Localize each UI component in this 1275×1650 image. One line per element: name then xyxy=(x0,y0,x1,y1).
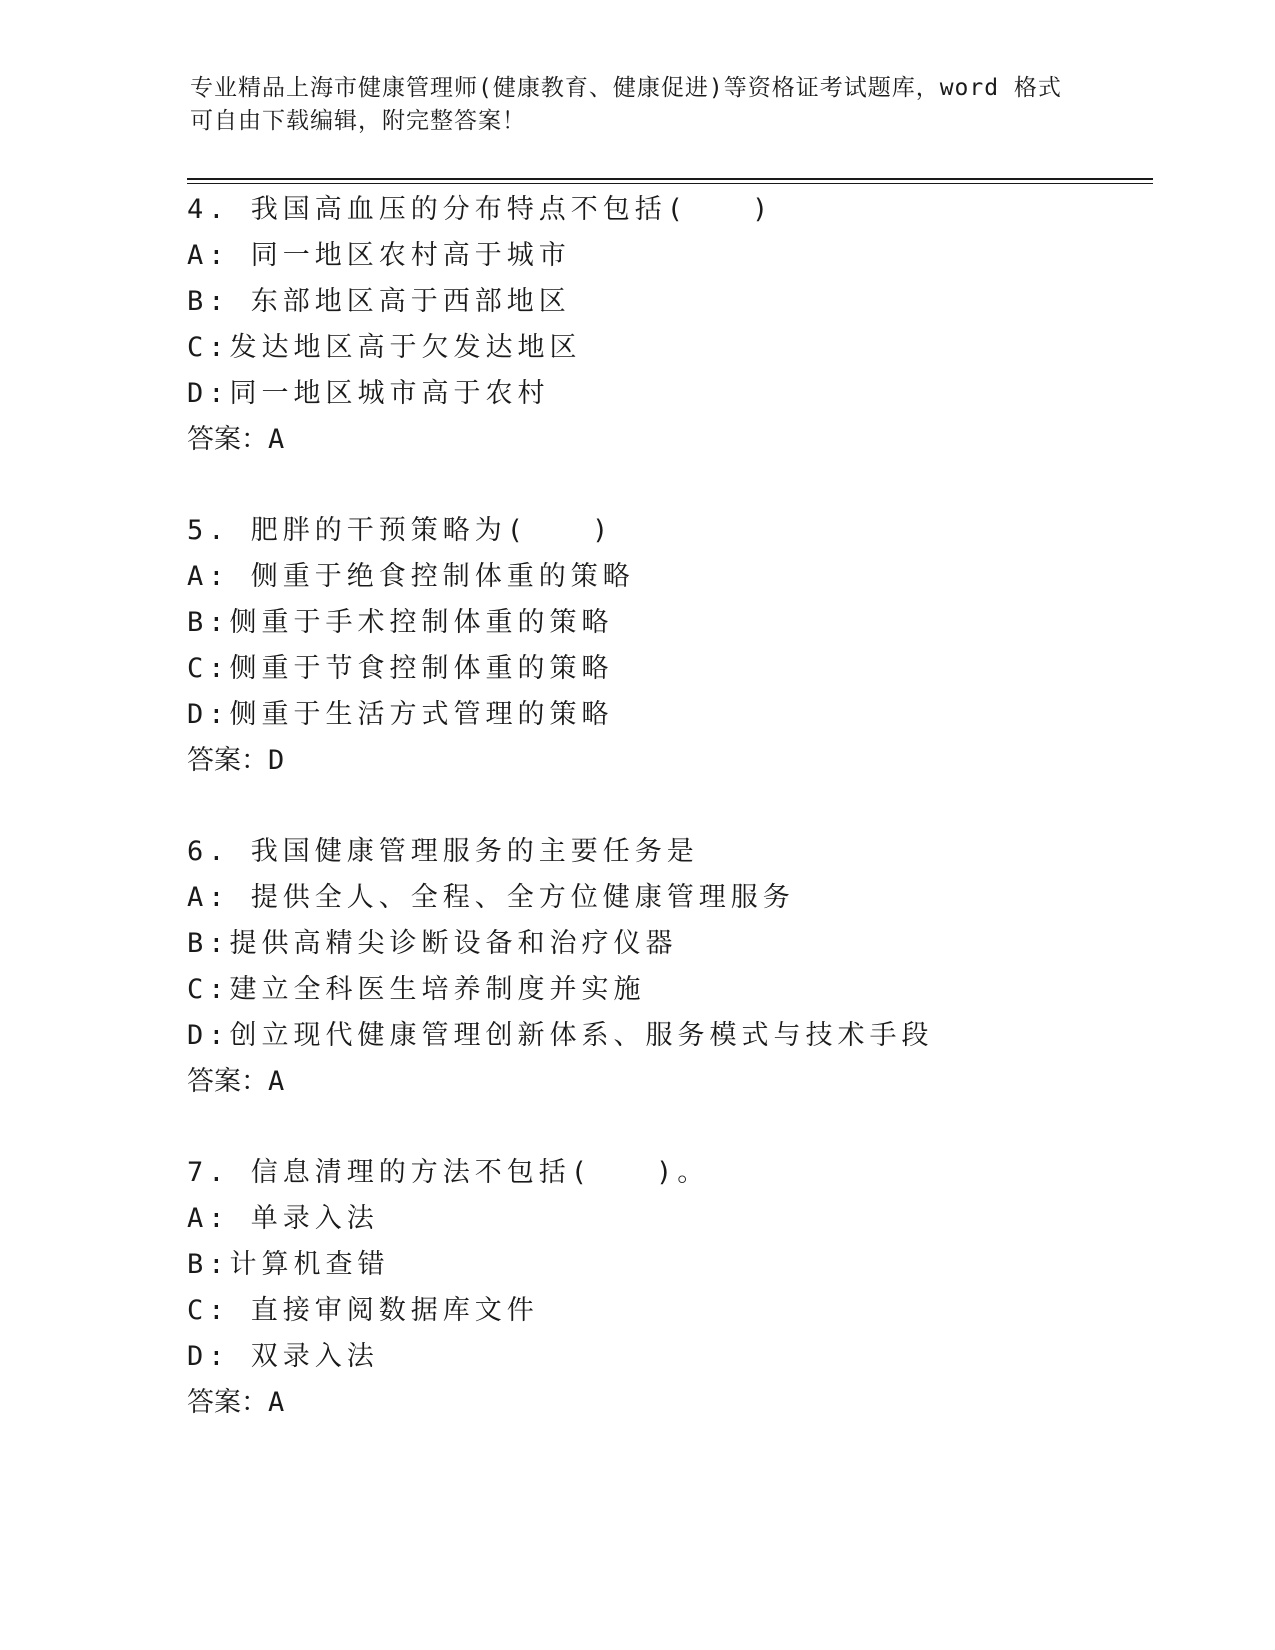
header-line-1: 专业精品上海市健康管理师(健康教育、健康促进)等资格证考试题库，word 格式 xyxy=(190,75,1062,101)
option-text: 侧重于生活方式管理的策略 xyxy=(229,699,614,730)
question-list xyxy=(187,187,1147,1471)
question-stem: 5. 肥胖的干预策略为( ) xyxy=(187,515,614,546)
question-stem: 4. 我国高血压的分布特点不包括( ) xyxy=(187,194,774,225)
header-line-2: 可自由下载编辑，附完整答案！ xyxy=(190,108,526,134)
header-divider-thick xyxy=(187,178,1153,180)
option-a xyxy=(187,554,1147,600)
option-text: 同一地区农村高于城市 xyxy=(229,240,571,271)
question-6 xyxy=(187,829,1147,1105)
option-d xyxy=(187,692,1147,738)
option-label: C: xyxy=(187,332,230,363)
answer-line xyxy=(187,417,1147,463)
option-b xyxy=(187,600,1147,646)
option-d xyxy=(187,1334,1147,1380)
option-b xyxy=(187,921,1147,967)
option-label: D: xyxy=(187,1341,230,1372)
option-text: 双录入法 xyxy=(229,1341,379,1372)
answer-value: D xyxy=(268,745,285,776)
option-c xyxy=(187,967,1147,1013)
answer-label: 答案： xyxy=(187,1066,268,1097)
option-text: 单录入法 xyxy=(229,1203,379,1234)
option-c xyxy=(187,1288,1147,1334)
option-text: 建立全科医生培养制度并实施 xyxy=(229,974,646,1005)
option-text: 东部地区高于西部地区 xyxy=(229,286,571,317)
option-label: D: xyxy=(187,1020,230,1051)
answer-label: 答案： xyxy=(187,424,268,455)
option-label: B: xyxy=(187,607,230,638)
answer-line xyxy=(187,1059,1147,1105)
option-label: A: xyxy=(187,561,230,592)
answer-line xyxy=(187,1380,1147,1426)
answer-value: A xyxy=(268,1387,285,1418)
option-text: 提供高精尖诊断设备和治疗仪器 xyxy=(229,928,678,959)
document-header xyxy=(190,72,1090,138)
option-label: A: xyxy=(187,882,230,913)
option-text: 同一地区城市高于农村 xyxy=(229,378,550,409)
answer-label: 答案： xyxy=(187,745,268,776)
option-c xyxy=(187,325,1147,371)
header-divider-thin xyxy=(187,183,1153,184)
option-a xyxy=(187,1196,1147,1242)
option-text: 创立现代健康管理创新体系、服务模式与技术手段 xyxy=(229,1020,934,1051)
option-text: 侧重于节食控制体重的策略 xyxy=(229,653,614,684)
option-label: B: xyxy=(187,1249,230,1280)
answer-line xyxy=(187,738,1147,784)
option-label: C: xyxy=(187,974,230,1005)
question-stem: 7. 信息清理的方法不包括( )。 xyxy=(187,1157,710,1188)
option-text: 侧重于绝食控制体重的策略 xyxy=(229,561,635,592)
question-stem: 6. 我国健康管理服务的主要任务是 xyxy=(187,836,699,867)
option-label: B: xyxy=(187,928,230,959)
option-text: 直接审阅数据库文件 xyxy=(229,1295,539,1326)
option-label: A: xyxy=(187,240,230,271)
question-7 xyxy=(187,1150,1147,1426)
answer-value: A xyxy=(268,424,285,455)
question-5 xyxy=(187,508,1147,784)
option-text: 计算机查错 xyxy=(229,1249,390,1280)
option-a xyxy=(187,233,1147,279)
answer-value: A xyxy=(268,1066,285,1097)
option-d xyxy=(187,1013,1147,1059)
option-label: B: xyxy=(187,286,230,317)
option-label: A: xyxy=(187,1203,230,1234)
option-label: D: xyxy=(187,699,230,730)
option-c xyxy=(187,646,1147,692)
answer-label: 答案： xyxy=(187,1387,268,1418)
option-label: C: xyxy=(187,653,230,684)
option-label: C: xyxy=(187,1295,230,1326)
option-text: 侧重于手术控制体重的策略 xyxy=(229,607,614,638)
option-d xyxy=(187,371,1147,417)
option-text: 提供全人、全程、全方位健康管理服务 xyxy=(229,882,795,913)
option-text: 发达地区高于欠发达地区 xyxy=(229,332,582,363)
option-a xyxy=(187,875,1147,921)
option-b xyxy=(187,279,1147,325)
option-label: D: xyxy=(187,378,230,409)
question-4 xyxy=(187,187,1147,463)
option-b xyxy=(187,1242,1147,1288)
